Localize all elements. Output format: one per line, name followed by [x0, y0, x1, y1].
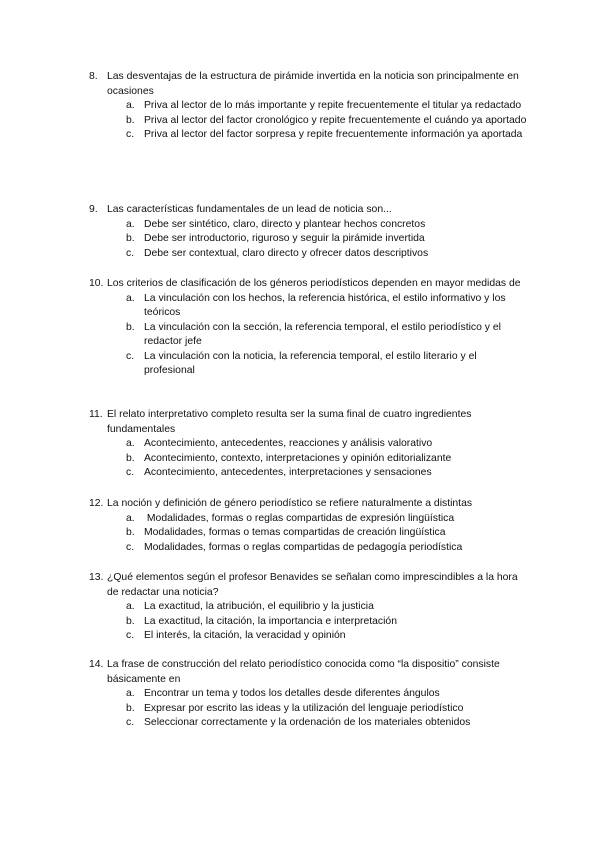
option-text: Priva al lector de lo más importante y repite frecuentemente el titular ya redactado — [144, 100, 522, 111]
option-letter: b. — [126, 527, 135, 538]
option-letter: b. — [126, 615, 135, 627]
option-c — [89, 466, 529, 481]
question-8 — [89, 70, 529, 143]
option-c — [89, 350, 529, 379]
option-a — [89, 292, 529, 321]
option-b — [89, 615, 529, 630]
question-stem — [89, 203, 529, 218]
option-b — [89, 452, 529, 467]
option-letter: b. — [126, 114, 135, 126]
option-letter: b. — [126, 452, 135, 464]
option-text: Modalidades, formas o reglas compartidas de pedagogía periodística — [144, 541, 463, 553]
option-a — [89, 600, 529, 615]
option-b — [89, 114, 529, 129]
option-text: La vinculación con la sección, la referencia temporal, el estilo periodístico y el redactor jefe — [144, 321, 501, 347]
question-number: 11. — [89, 409, 103, 420]
option-letter: a. — [126, 438, 135, 449]
option-c — [89, 128, 529, 143]
option-list — [89, 437, 529, 481]
option-letter: c. — [126, 630, 135, 641]
option-c — [89, 716, 529, 731]
option-text: Debe ser contextual, claro directo y ofrecer datos descriptivos — [144, 247, 429, 259]
option-a — [89, 218, 529, 233]
option-text: La exactitud, la citación, la importancia e interpretación — [144, 615, 397, 627]
question-number: 8. — [89, 71, 98, 82]
option-text: Priva al lector del factor sorpresa y repite frecuentemente información ya aportada — [144, 129, 523, 140]
option-letter: c. — [126, 350, 135, 362]
question-10 — [89, 277, 529, 379]
option-text: Seleccionar correctamente y la ordenación de los materiales obtenidos — [144, 717, 471, 728]
question-stem — [89, 277, 529, 292]
option-a — [89, 437, 529, 452]
question-stem — [89, 658, 529, 687]
option-letter: b. — [126, 702, 135, 714]
question-text: La frase de construcción del relato periodístico conocida como “la dispositio” consiste básicamente en — [107, 659, 500, 685]
question-13 — [89, 571, 529, 644]
question-text: ¿Qué elementos según el profesor Benavides se señalan como imprescindibles a la hora de redactar una noticia? — [107, 572, 518, 598]
option-letter: a. — [126, 218, 135, 230]
option-a — [89, 512, 529, 527]
question-stem — [89, 571, 529, 600]
option-text: Modalidades, formas o reglas compartidas de expresión lingüística — [144, 512, 455, 524]
option-c — [89, 541, 529, 556]
option-text: Debe ser sintético, claro, directo y plantear hechos concretos — [144, 218, 426, 230]
option-text: Modalidades, formas o temas compartidas de creación lingüística — [144, 527, 446, 538]
option-letter: b. — [126, 233, 135, 244]
option-letter: b. — [126, 321, 135, 333]
option-letter: a. — [126, 688, 135, 699]
option-a — [89, 99, 529, 114]
option-list — [89, 512, 529, 556]
option-letter: a. — [126, 512, 135, 524]
question-11 — [89, 408, 529, 481]
option-list — [89, 99, 529, 143]
option-list — [89, 600, 529, 644]
option-c — [89, 247, 529, 262]
question-stem — [89, 408, 529, 437]
question-text: Las desventajas de la estructura de pirámide invertida en la noticia son principalmente en ocasiones — [107, 71, 519, 97]
option-c — [89, 629, 529, 644]
option-b — [89, 232, 529, 247]
question-12 — [89, 497, 529, 555]
question-number: 10. — [89, 278, 104, 289]
option-letter: c. — [126, 247, 135, 259]
question-stem — [89, 70, 529, 99]
option-letter: a. — [126, 601, 135, 612]
option-letter: c. — [126, 129, 135, 140]
option-list — [89, 292, 529, 379]
option-text: Encontrar un tema y todos los detalles desde diferentes ángulos — [144, 688, 440, 699]
option-a — [89, 687, 529, 702]
question-14 — [89, 658, 529, 731]
question-number: 13. — [89, 572, 104, 583]
option-letter: c. — [126, 467, 135, 478]
option-text: Debe ser introductorio, riguroso y seguir la pirámide invertida — [144, 233, 425, 244]
option-text: El interés, la citación, la veracidad y opinión — [144, 630, 346, 641]
option-text: Expresar por escrito las ideas y la utilización del lenguaje periodístico — [144, 702, 464, 714]
option-text: Priva al lector del factor cronológico y repite frecuentemente el cuándo ya aportado — [144, 114, 527, 126]
question-number: 9. — [89, 204, 98, 215]
question-text: Los criterios de clasificación de los géneros periodísticos dependen en mayor medidas de — [107, 278, 521, 289]
option-b — [89, 526, 529, 541]
question-text: El relato interpretativo completo resulta ser la suma final de cuatro ingredientes fundamentales — [107, 409, 472, 435]
option-list — [89, 687, 529, 731]
question-text: La noción y definición de género periodístico se refiere naturalmente a distintas — [107, 498, 473, 509]
option-letter: a. — [126, 292, 135, 304]
question-stem — [89, 497, 529, 512]
option-b — [89, 702, 529, 717]
option-b — [89, 321, 529, 350]
question-9 — [89, 203, 529, 261]
option-text: Acontecimiento, antecedentes, reacciones y análisis valorativo — [144, 438, 433, 449]
option-list — [89, 218, 529, 262]
option-text: Acontecimiento, antecedentes, interpretaciones y sensaciones — [144, 467, 432, 478]
option-text: La vinculación con los hechos, la referencia histórica, el estilo informativo y los teóricos — [144, 292, 506, 318]
question-text: Las características fundamentales de un lead de noticia son... — [107, 204, 392, 215]
option-text: Acontecimiento, contexto, interpretaciones y opinión editorializante — [144, 452, 452, 464]
option-letter: c. — [126, 717, 135, 728]
option-letter: a. — [126, 100, 135, 111]
question-number: 12. — [89, 498, 104, 509]
question-number: 14. — [89, 659, 104, 670]
option-text: La vinculación con la noticia, la referencia temporal, el estilo literario y el profesional — [144, 350, 477, 376]
option-text: La exactitud, la atribución, el equilibrio y la justicia — [144, 601, 374, 612]
option-letter: c. — [126, 541, 135, 553]
